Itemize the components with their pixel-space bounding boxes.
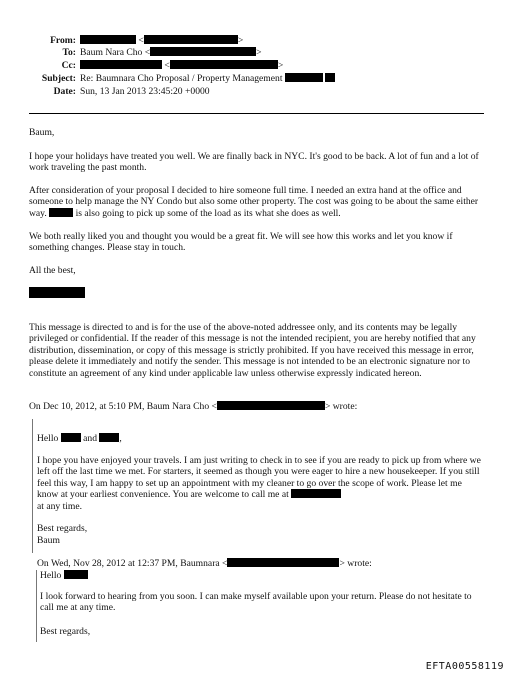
hello-text: Hello: [37, 433, 59, 444]
redaction-box: [80, 35, 136, 44]
redaction-box: [227, 558, 339, 567]
quote-1-hello: Hello and ,: [37, 433, 122, 444]
date-value: Sun, 13 Jan 2013 23:45:20 +0000: [80, 86, 210, 97]
message-paragraph-2: [29, 185, 484, 219]
redaction-box: [80, 60, 162, 69]
quote-1-body: [37, 455, 482, 512]
cc-value: < >: [80, 60, 283, 71]
from-value: < >: [80, 35, 243, 46]
redaction-box: [64, 570, 88, 579]
quote-1-attribution: [29, 401, 484, 412]
document-id: EFTA00558119: [425, 660, 504, 672]
redaction-box: [291, 489, 341, 498]
redaction-box: [285, 73, 323, 82]
header-divider: [29, 113, 484, 114]
redaction-box: [217, 401, 325, 410]
disclaimer: This message is directed to and is for the use of the above-noted addressee only, and its contents may be legally privileged or confidential. If the reader of this message is not the intended recipient, you are hereby notified that any distribution, dissemination, or copy of this message is strictly prohibited. If you have received this message in error, please delete it immediately and notify the sender. This message is not intended to be an electronic signature nor to constitute an agreement of any kind under applicable law unless otherwise expressly indicated hereon.: [29, 322, 476, 379]
and-text: and: [83, 433, 97, 444]
subject-text: Re: Baumnara Cho Proposal / Property Management: [80, 73, 283, 84]
quote-1-body-end: at any time.: [37, 500, 83, 512]
subject-label: Subject:: [41, 73, 76, 84]
subject-value: [80, 73, 335, 84]
attribution-wrote: > wrote:: [324, 401, 358, 412]
quote-1-regards: Best regards,: [37, 523, 88, 534]
quote-1-body-text: I hope you have enjoyed your travels. I am just writing to check in to see if you are ready to pick up from where we left off the last time we met. For starters, it seemed as though you were eager to hire a new housekeeper. If you still feel this way, I am happy to set up an appointment with my cleaner to go over the scope of work. Please let me know at your earliest convenience. You are welcome to call me at: [37, 455, 481, 501]
paragraph-2-continued: is also going to pick up some of the load as its what she does as well.: [75, 207, 341, 219]
signoff: All the best,: [29, 265, 76, 276]
greeting: Baum,: [29, 127, 55, 138]
signature-redaction: [29, 287, 85, 300]
paragraph-2-text: After consideration of your proposal I decided to hire someone full time. I needed an extra hand at the office and someone to help manage the NY Condo but also some other property. The cost was going to be about the same either way.: [29, 185, 479, 219]
quote-1-name: Baum: [37, 535, 60, 546]
attribution-wrote-2: > wrote:: [339, 558, 372, 569]
quote-bar-1: [32, 419, 33, 553]
redaction-box: [170, 60, 278, 69]
message-paragraph-1: I hope your holidays have treated you well. We are finally back in NYC. It's good to be back. A lot of fun and a lot of work traveling the past month.: [29, 151, 479, 174]
quote-bar-2: [36, 570, 37, 642]
hello-text-2: Hello: [40, 570, 62, 581]
message-paragraph-3: We both really liked you and thought you would be a great fit. We will see how this works and let you know if something changes. Please stay in touch.: [29, 231, 453, 254]
from-label: From:: [50, 35, 76, 46]
attribution-text-2: On Wed, Nov 28, 2012 at 12:37 PM, Baumnara <: [37, 558, 228, 569]
cc-label: Cc:: [61, 60, 76, 71]
redaction-box: [49, 208, 73, 217]
redaction-box: [325, 73, 335, 82]
to-name: Baum Nara Cho <: [80, 47, 151, 58]
redaction-box: [150, 47, 256, 56]
redaction-box: [99, 433, 119, 442]
quote-2-attribution: [37, 558, 490, 569]
to-label: To:: [62, 47, 76, 58]
redaction-box: [61, 433, 81, 442]
quote-2-hello: [40, 570, 480, 581]
quote-2-body: I look forward to hearing from you soon. I can make myself available upon your return. Please do not hesitate to call me at any time.: [40, 591, 472, 614]
redaction-box: [144, 35, 238, 44]
attribution-text: On Dec 10, 2012, at 5:10 PM, Baum Nara Cho <: [29, 401, 217, 412]
quote-2-regards: Best regards,: [40, 626, 91, 637]
to-value: Baum Nara Cho < >: [80, 47, 262, 58]
date-label: Date:: [53, 86, 76, 97]
